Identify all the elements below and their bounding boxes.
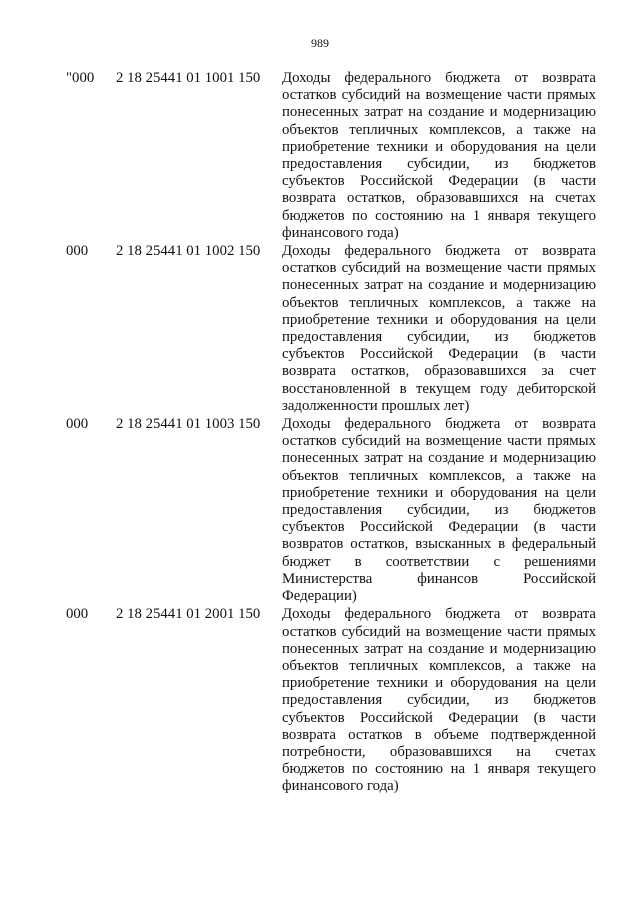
- description-line: субъектов Российской Федерации (в части: [282, 519, 596, 536]
- description-line: субъектов Российской Федерации (в части: [282, 346, 596, 363]
- admin-code: "000: [66, 70, 95, 86]
- description-line: остатков субсидий на возмещение части прямых: [282, 623, 596, 640]
- description-line: финансового года): [282, 778, 399, 795]
- admin-code: 000: [66, 416, 89, 433]
- budget-classification-code: 2 18 25441 01 2001 150: [116, 606, 261, 623]
- description-line: предоставления субсидии, из бюджетов: [282, 156, 596, 173]
- entry-description: [282, 416, 596, 605]
- description-line: субъектов Российской Федерации (в части: [282, 709, 596, 726]
- description-line: приобретение техники и оборудования на цели: [282, 675, 596, 692]
- description-line: бюджетов по состоянию на 1 января текущего: [282, 761, 596, 778]
- description-line: приобретение техники и оборудования на цели: [282, 311, 596, 328]
- description-line: остатков субсидий на возмещение части прямых: [282, 87, 596, 104]
- description-line: Министерства финансов Российской: [282, 570, 596, 587]
- admin-code: 000: [66, 243, 89, 260]
- description-line: понесенных затрат на создание и модернизацию: [282, 640, 596, 657]
- budget-entry: [66, 416, 596, 605]
- description-line: бюджет в соответствии с решениями: [282, 553, 596, 570]
- description-line: объектов тепличных комплексов, а также на: [282, 121, 596, 138]
- description-line: Доходы федерального бюджета от возврата: [282, 70, 596, 86]
- budget-classification-code: 2 18 25441 01 1001 150: [116, 70, 261, 86]
- description-line: остатков субсидий на возмещение части прямых: [282, 433, 596, 450]
- description-line: предоставления субсидии, из бюджетов: [282, 692, 596, 709]
- description-line: Доходы федерального бюджета от возврата: [282, 243, 596, 260]
- description-line: Доходы федерального бюджета от возврата: [282, 606, 596, 623]
- description-line: приобретение техники и оборудования на цели: [282, 138, 596, 155]
- budget-entry: [66, 70, 596, 242]
- budget-classification-code: 2 18 25441 01 1002 150: [116, 243, 261, 260]
- description-line: объектов тепличных комплексов, а также на: [282, 467, 596, 484]
- description-line: объектов тепличных комплексов, а также на: [282, 657, 596, 674]
- description-line: возврата остатков, образовавшихся на счетах: [282, 190, 596, 207]
- description-line: потребности, образовавшихся на счетах: [282, 743, 596, 760]
- description-line: понесенных затрат на создание и модернизацию: [282, 104, 596, 121]
- description-line: возврата остатков, образовавшихся за счет: [282, 363, 596, 380]
- budget-code-list: [66, 70, 596, 796]
- description-line: предоставления субсидии, из бюджетов: [282, 502, 596, 519]
- page-number: 989: [311, 36, 329, 50]
- admin-code: 000: [66, 606, 89, 623]
- entry-description: [282, 243, 596, 415]
- description-line: понесенных затрат на создание и модернизацию: [282, 277, 596, 294]
- description-line: Доходы федерального бюджета от возврата: [282, 416, 596, 433]
- budget-entry: [66, 606, 596, 795]
- description-line: возврата остатков в объеме подтвержденной: [282, 726, 596, 743]
- entry-description: [282, 606, 596, 795]
- description-line: субъектов Российской Федерации (в части: [282, 173, 596, 190]
- budget-entry: [66, 243, 596, 415]
- description-line: предоставления субсидии, из бюджетов: [282, 329, 596, 346]
- description-line: возвратов остатков, взысканных в федеральный: [282, 536, 596, 553]
- description-line: понесенных затрат на создание и модернизацию: [282, 450, 596, 467]
- description-line: Федерации): [282, 588, 357, 605]
- description-line: финансового года): [282, 224, 399, 241]
- description-line: задолженности прошлых лет): [282, 397, 470, 414]
- description-line: восстановленной в текущем году дебиторской: [282, 380, 596, 397]
- description-line: объектов тепличных комплексов, а также на: [282, 294, 596, 311]
- entry-description: [282, 70, 596, 242]
- budget-classification-code: 2 18 25441 01 1003 150: [116, 416, 261, 433]
- description-line: остатков субсидий на возмещение части прямых: [282, 260, 596, 277]
- description-line: бюджетов по состоянию на 1 января текущего: [282, 207, 596, 224]
- description-line: приобретение техники и оборудования на цели: [282, 484, 596, 501]
